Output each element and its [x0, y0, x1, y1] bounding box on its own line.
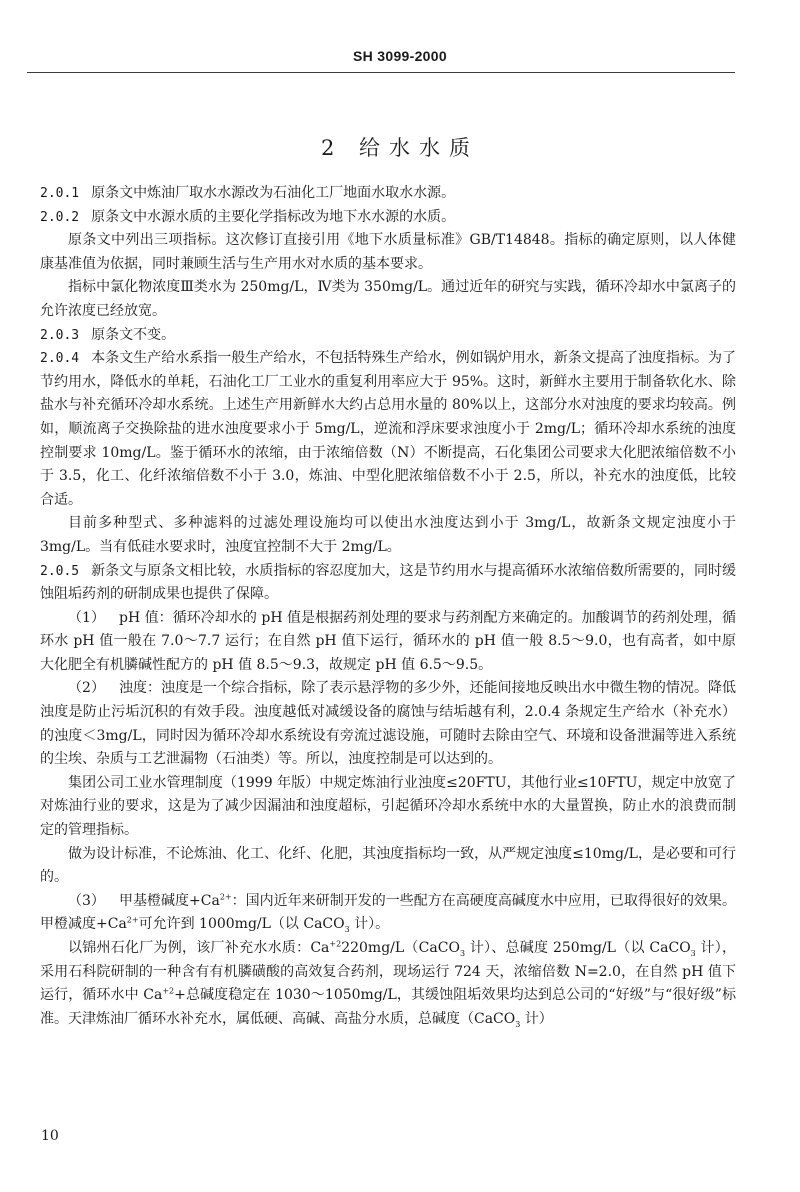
paragraph-jinzhou-example: [40, 937, 736, 1031]
paragraph-text: 新条文与原条文相比较，水质指标的容忍度加大，这是节约用水与提高循环水浓缩倍数所需要的，同时缓蚀阻垢药剂的研制成果也提供了保障。: [40, 562, 736, 603]
paragraph-text: 原条文中炼油厂取水水源改为石油化工厂地面水取水水源。: [91, 185, 456, 201]
item-text: pH 值：循环冷却水的 pH 值是根据药剂处理的要求与药剂配方来确定的。加酸调节的药剂处理，循环水 pH 值一般在 7.0～7.7 运行；在自然 pH 值下运行，循环水的 pH 值一般 8.5～9.0，也有高者，如中原大化肥全有机膦碱性配方的 pH 值 8.5～9.3，故规定 pH 值 6.5～9.5。: [40, 609, 736, 673]
paragraph-2-0-4: [40, 347, 736, 512]
section-number: 2.0.4: [40, 351, 80, 367]
subscript: 3: [515, 1019, 521, 1029]
item-turbidity: [40, 677, 736, 771]
text: 220mg/L（CaCO: [341, 940, 460, 956]
page-number: 10: [41, 1128, 59, 1144]
paragraph-filtration: 目前多种型式、多种滤料的过滤处理设施均可以使出水浊度达到小于 3mg/L，故新条文规定浊度小于 3mg/L。当有低硅水要求时，浊度宜控制不大于 2mg/L。: [40, 515, 736, 555]
text: 计），采用石科院研制的一种含有有机膦磺酸的高效复合药剂，现场运行 724 天，浓缩倍数 N=2.0，在自然 pH 值下运行，循环水中 Ca: [40, 940, 736, 1004]
item-text: 浊度：浊度是一个综合指标，除了表示悬浮物的多少外，还能间接地反映出水中微生物的情况。降低浊度是防止污垢沉积的有效手段。浊度越低对减缓设备的腐蚀与结垢越有利，2.0.4 条规定生产给水（补充水）的浊度＜3mg/L，同时因为循环冷却水系统设有旁流过滤设施，可随时去除由空气、环境和设备泄漏等进入系统的尘埃、杂质与工艺泄漏物（石油类）等。所以，浊度控制是可以达到的。: [40, 680, 736, 768]
text: +总碱度稳定在 1030～1050mg/L，其缓蚀阻垢效果均达到总公司的“好级”与“很好级”标准。天津炼油厂循环水补充水，属低硬、高碱、高盐分水质，总碱度（CaCO: [40, 987, 736, 1027]
header-rule: [27, 72, 735, 73]
superscript: 2+: [219, 892, 232, 902]
section-number: 2.0.2: [40, 209, 80, 225]
superscript: +2: [162, 986, 175, 996]
item-text: ：国内近年来研制开发的一些配方在高硬度高碱度水中应用，已取得很好的效果。甲橙减度+Ca: [40, 892, 737, 933]
text: 计）、总碱度 250mg/L（以 CaCO: [465, 940, 691, 956]
item-text: 计）。: [349, 916, 390, 933]
paragraph-text: 本条文生产给水系指一般生产给水，不包括特殊生产给水，例如锅炉用水，新条文提高了浊度指标。为了节约用水，降低水的单耗，石油化工厂工业水的重复利用率应大于 95%。这时，新鲜水主要用于制备软化水、除盐水与补充循环冷却水系统。上述生产用新鲜水大约占总用水量的 80%以上，这部分水对浊度的要求均较高。例如，顺流离子交换除盐的进水浊度要求小于 5mg/L，逆流和浮床要求浊度小于 2mg/L；循环冷却水系统的浊度控制要求 10mg/L。鉴于循环水的浓缩，由于浓缩倍数（N）不断提高，石化集团公司要求大化肥浓缩倍数不小于 3.5，化工、化纤浓缩倍数不小于 3.0，炼油、中型化肥浓缩倍数不小于 2.5，所以，补充水的浊度低，比较合适。: [40, 350, 736, 508]
superscript: 2+: [126, 915, 139, 925]
paragraph-design-standard: 做为设计标准，不论炼油、化工、化纤、化肥，其浊度指标均一致，从严规定浊度≤10mg/L，是必要和可行的。: [40, 845, 736, 886]
subscript: 3: [690, 948, 696, 958]
standard-code-header: SH 3099-2000: [353, 48, 447, 64]
section-number: 2.0.3: [40, 327, 80, 343]
section-number: 2.0.5: [40, 563, 80, 579]
item-number: （3）: [68, 892, 105, 909]
paragraph-text: 原条文中水源水质的主要化学指标改为地下水水源的水质。: [91, 208, 456, 225]
paragraph-group-standard: 集团公司工业水管理制度（1999 年版）中规定炼油行业浊度≤20FTU，其他行业≤10FTU，规定中放宽了对炼油行业的要求，这是为了减少因漏油和浊度超标，引起循环冷却水系统中水的大量置换，防止水的浪费而制定的管理指标。: [40, 774, 736, 839]
paragraph-2-0-3: [40, 324, 736, 348]
chapter-title: 2 给水水质: [320, 136, 480, 160]
section-number: 2.0.1: [40, 186, 80, 201]
paragraph-2-0-1: [40, 182, 736, 206]
item-lead: 甲基橙碱度+Ca: [118, 892, 220, 909]
document-body: [40, 182, 736, 1031]
superscript: +2: [329, 939, 342, 949]
paragraph-chloride: 指标中氯化物浓度Ⅲ类水为 250mg/L，Ⅳ类为 350mg/L。通过近年的研究与实践，循环冷却水中氯离子的允许浓度已经放宽。: [40, 279, 736, 319]
paragraph-indicators: 原条文中列出三项指标。这次修订直接引用《地下水质量标准》GB/T14848。指标的确定原则，以人体健康基准值为依据，同时兼顾生活与生产用水对水质的基本要求。: [40, 232, 736, 272]
subscript: 3: [344, 925, 350, 935]
item-ph: [40, 607, 736, 678]
paragraph-2-0-2: [40, 206, 736, 230]
paragraph-2-0-5: [40, 560, 736, 607]
item-text: 可允许到 1000mg/L（以 CaCO: [138, 916, 345, 933]
item-number: （2）: [68, 680, 105, 697]
text: 计）: [520, 1010, 553, 1027]
item-number: （1）: [68, 609, 105, 626]
subscript: 3: [459, 948, 466, 958]
item-alkalinity: [40, 890, 736, 937]
paragraph-text: 原条文不变。: [91, 326, 176, 343]
text: 以锦州石化厂为例，该厂补充水水质：Ca: [68, 940, 330, 956]
